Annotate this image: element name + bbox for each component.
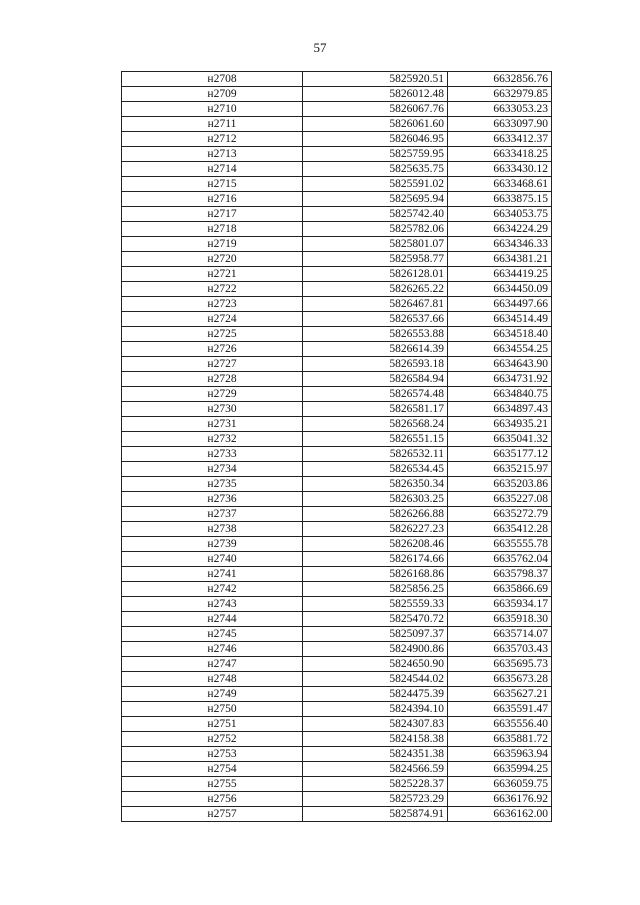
x-coordinate-cell: 5825742.40 (303, 207, 448, 222)
table-row (122, 702, 552, 717)
point-id-cell: н2746 (122, 642, 303, 657)
y-coordinate-cell: 6635934.17 (448, 597, 552, 612)
table-row (122, 447, 552, 462)
y-coordinate-cell: 6634935.21 (448, 417, 552, 432)
point-id-cell: н2753 (122, 747, 303, 762)
table-row (122, 282, 552, 297)
table-row (122, 252, 552, 267)
y-coordinate-cell: 6632979.85 (448, 87, 552, 102)
table-row (122, 147, 552, 162)
point-id-cell: н2711 (122, 117, 303, 132)
table-row (122, 567, 552, 582)
x-coordinate-cell: 5825759.95 (303, 147, 448, 162)
coordinates-table (121, 71, 552, 822)
y-coordinate-cell: 6636162.00 (448, 807, 552, 822)
point-id-cell: н2723 (122, 297, 303, 312)
x-coordinate-cell: 5826350.34 (303, 477, 448, 492)
y-coordinate-cell: 6635963.94 (448, 747, 552, 762)
x-coordinate-cell: 5825695.94 (303, 192, 448, 207)
table-row (122, 222, 552, 237)
x-coordinate-cell: 5826227.23 (303, 522, 448, 537)
y-coordinate-cell: 6632856.76 (448, 72, 552, 87)
y-coordinate-cell: 6635881.72 (448, 732, 552, 747)
table-row (122, 132, 552, 147)
x-coordinate-cell: 5826614.39 (303, 342, 448, 357)
x-coordinate-cell: 5824158.38 (303, 732, 448, 747)
y-coordinate-cell: 6633875.15 (448, 192, 552, 207)
y-coordinate-cell: 6633418.25 (448, 147, 552, 162)
x-coordinate-cell: 5826208.46 (303, 537, 448, 552)
point-id-cell: н2735 (122, 477, 303, 492)
table-row (122, 462, 552, 477)
y-coordinate-cell: 6635703.43 (448, 642, 552, 657)
y-coordinate-cell: 6636059.75 (448, 777, 552, 792)
y-coordinate-cell: 6634643.90 (448, 357, 552, 372)
x-coordinate-cell: 5825635.75 (303, 162, 448, 177)
point-id-cell: н2734 (122, 462, 303, 477)
point-id-cell: н2719 (122, 237, 303, 252)
x-coordinate-cell: 5826568.24 (303, 417, 448, 432)
y-coordinate-cell: 6635041.32 (448, 432, 552, 447)
x-coordinate-cell: 5825958.77 (303, 252, 448, 267)
y-coordinate-cell: 6633430.12 (448, 162, 552, 177)
point-id-cell: н2718 (122, 222, 303, 237)
point-id-cell: н2715 (122, 177, 303, 192)
point-id-cell: н2727 (122, 357, 303, 372)
point-id-cell: н2736 (122, 492, 303, 507)
point-id-cell: н2737 (122, 507, 303, 522)
table-row (122, 522, 552, 537)
point-id-cell: н2731 (122, 417, 303, 432)
table-row (122, 402, 552, 417)
point-id-cell: н2710 (122, 102, 303, 117)
y-coordinate-cell: 6634419.25 (448, 267, 552, 282)
table-row (122, 657, 552, 672)
x-coordinate-cell: 5826584.94 (303, 372, 448, 387)
point-id-cell: н2728 (122, 372, 303, 387)
table-row (122, 747, 552, 762)
x-coordinate-cell: 5825856.25 (303, 582, 448, 597)
point-id-cell: н2757 (122, 807, 303, 822)
x-coordinate-cell: 5826174.66 (303, 552, 448, 567)
table-row (122, 762, 552, 777)
point-id-cell: н2740 (122, 552, 303, 567)
y-coordinate-cell: 6634514.49 (448, 312, 552, 327)
point-id-cell: н2741 (122, 567, 303, 582)
x-coordinate-cell: 5826581.17 (303, 402, 448, 417)
table-row (122, 207, 552, 222)
page-number: 57 (313, 40, 327, 55)
x-coordinate-cell: 5826061.60 (303, 117, 448, 132)
point-id-cell: н2724 (122, 312, 303, 327)
x-coordinate-cell: 5825228.37 (303, 777, 448, 792)
table-row (122, 492, 552, 507)
y-coordinate-cell: 6633468.61 (448, 177, 552, 192)
point-id-cell: н2752 (122, 732, 303, 747)
point-id-cell: н2732 (122, 432, 303, 447)
point-id-cell: н2722 (122, 282, 303, 297)
x-coordinate-cell: 5825591.02 (303, 177, 448, 192)
point-id-cell: н2721 (122, 267, 303, 282)
point-id-cell: н2708 (122, 72, 303, 87)
y-coordinate-cell: 6635203.86 (448, 477, 552, 492)
y-coordinate-cell: 6634224.29 (448, 222, 552, 237)
point-id-cell: н2754 (122, 762, 303, 777)
y-coordinate-cell: 6635762.04 (448, 552, 552, 567)
y-coordinate-cell: 6635272.79 (448, 507, 552, 522)
table-row (122, 357, 552, 372)
point-id-cell: н2730 (122, 402, 303, 417)
y-coordinate-cell: 6634053.75 (448, 207, 552, 222)
y-coordinate-cell: 6633412.37 (448, 132, 552, 147)
y-coordinate-cell: 6635673.28 (448, 672, 552, 687)
y-coordinate-cell: 6635177.12 (448, 447, 552, 462)
x-coordinate-cell: 5826303.25 (303, 492, 448, 507)
point-id-cell: н2739 (122, 537, 303, 552)
table-row (122, 642, 552, 657)
x-coordinate-cell: 5825559.33 (303, 597, 448, 612)
x-coordinate-cell: 5826551.15 (303, 432, 448, 447)
point-id-cell: н2709 (122, 87, 303, 102)
table-row (122, 387, 552, 402)
table-row (122, 507, 552, 522)
table-row (122, 297, 552, 312)
table-row (122, 792, 552, 807)
x-coordinate-cell: 5826265.22 (303, 282, 448, 297)
y-coordinate-cell: 6634450.09 (448, 282, 552, 297)
point-id-cell: н2747 (122, 657, 303, 672)
table-row (122, 432, 552, 447)
point-id-cell: н2743 (122, 597, 303, 612)
y-coordinate-cell: 6635555.78 (448, 537, 552, 552)
x-coordinate-cell: 5824544.02 (303, 672, 448, 687)
y-coordinate-cell: 6634840.75 (448, 387, 552, 402)
y-coordinate-cell: 6635918.30 (448, 612, 552, 627)
y-coordinate-cell: 6634518.40 (448, 327, 552, 342)
point-id-cell: н2720 (122, 252, 303, 267)
point-id-cell: н2729 (122, 387, 303, 402)
y-coordinate-cell: 6635227.08 (448, 492, 552, 507)
x-coordinate-cell: 5825801.07 (303, 237, 448, 252)
table-row (122, 372, 552, 387)
point-id-cell: н2712 (122, 132, 303, 147)
y-coordinate-cell: 6636176.92 (448, 792, 552, 807)
y-coordinate-cell: 6634897.43 (448, 402, 552, 417)
table-row (122, 717, 552, 732)
point-id-cell: н2717 (122, 207, 303, 222)
y-coordinate-cell: 6635798.37 (448, 567, 552, 582)
table-row (122, 477, 552, 492)
table-row (122, 117, 552, 132)
table-row (122, 177, 552, 192)
y-coordinate-cell: 6633097.90 (448, 117, 552, 132)
x-coordinate-cell: 5825874.91 (303, 807, 448, 822)
coordinates-table-body (122, 72, 552, 822)
point-id-cell: н2744 (122, 612, 303, 627)
x-coordinate-cell: 5826128.01 (303, 267, 448, 282)
table-row (122, 267, 552, 282)
y-coordinate-cell: 6634381.21 (448, 252, 552, 267)
table-row (122, 582, 552, 597)
y-coordinate-cell: 6635556.40 (448, 717, 552, 732)
point-id-cell: н2745 (122, 627, 303, 642)
x-coordinate-cell: 5825097.37 (303, 627, 448, 642)
y-coordinate-cell: 6634731.92 (448, 372, 552, 387)
y-coordinate-cell: 6635866.69 (448, 582, 552, 597)
table-row (122, 627, 552, 642)
table-row (122, 537, 552, 552)
point-id-cell: н2725 (122, 327, 303, 342)
table-row (122, 342, 552, 357)
x-coordinate-cell: 5824900.86 (303, 642, 448, 657)
x-coordinate-cell: 5824394.10 (303, 702, 448, 717)
x-coordinate-cell: 5825782.06 (303, 222, 448, 237)
table-row (122, 312, 552, 327)
x-coordinate-cell: 5825470.72 (303, 612, 448, 627)
x-coordinate-cell: 5824566.59 (303, 762, 448, 777)
point-id-cell: н2755 (122, 777, 303, 792)
table-row (122, 807, 552, 822)
y-coordinate-cell: 6635695.73 (448, 657, 552, 672)
y-coordinate-cell: 6635994.25 (448, 762, 552, 777)
table-row (122, 552, 552, 567)
table-row (122, 597, 552, 612)
point-id-cell: н2749 (122, 687, 303, 702)
x-coordinate-cell: 5824351.38 (303, 747, 448, 762)
table-row (122, 732, 552, 747)
y-coordinate-cell: 6634346.33 (448, 237, 552, 252)
table-row (122, 87, 552, 102)
point-id-cell: н2726 (122, 342, 303, 357)
table-row (122, 237, 552, 252)
table-row (122, 612, 552, 627)
point-id-cell: н2742 (122, 582, 303, 597)
x-coordinate-cell: 5826266.88 (303, 507, 448, 522)
point-id-cell: н2713 (122, 147, 303, 162)
x-coordinate-cell: 5826532.11 (303, 447, 448, 462)
x-coordinate-cell: 5824475.39 (303, 687, 448, 702)
x-coordinate-cell: 5826046.95 (303, 132, 448, 147)
x-coordinate-cell: 5826067.76 (303, 102, 448, 117)
point-id-cell: н2716 (122, 192, 303, 207)
y-coordinate-cell: 6635215.97 (448, 462, 552, 477)
x-coordinate-cell: 5826553.88 (303, 327, 448, 342)
x-coordinate-cell: 5826593.18 (303, 357, 448, 372)
point-id-cell: н2714 (122, 162, 303, 177)
point-id-cell: н2748 (122, 672, 303, 687)
y-coordinate-cell: 6635627.21 (448, 687, 552, 702)
point-id-cell: н2751 (122, 717, 303, 732)
x-coordinate-cell: 5825920.51 (303, 72, 448, 87)
table-row (122, 72, 552, 87)
point-id-cell: н2733 (122, 447, 303, 462)
point-id-cell: н2756 (122, 792, 303, 807)
table-row (122, 417, 552, 432)
x-coordinate-cell: 5826537.66 (303, 312, 448, 327)
table-row (122, 672, 552, 687)
point-id-cell: н2750 (122, 702, 303, 717)
x-coordinate-cell: 5826012.48 (303, 87, 448, 102)
x-coordinate-cell: 5824650.90 (303, 657, 448, 672)
table-row (122, 687, 552, 702)
table-row (122, 777, 552, 792)
x-coordinate-cell: 5826534.45 (303, 462, 448, 477)
x-coordinate-cell: 5826467.81 (303, 297, 448, 312)
x-coordinate-cell: 5825723.29 (303, 792, 448, 807)
y-coordinate-cell: 6634554.25 (448, 342, 552, 357)
table-row (122, 162, 552, 177)
table-row (122, 327, 552, 342)
table-row (122, 102, 552, 117)
x-coordinate-cell: 5826168.86 (303, 567, 448, 582)
point-id-cell: н2738 (122, 522, 303, 537)
x-coordinate-cell: 5824307.83 (303, 717, 448, 732)
table-row (122, 192, 552, 207)
y-coordinate-cell: 6635714.07 (448, 627, 552, 642)
x-coordinate-cell: 5826574.48 (303, 387, 448, 402)
y-coordinate-cell: 6635412.28 (448, 522, 552, 537)
y-coordinate-cell: 6635591.47 (448, 702, 552, 717)
y-coordinate-cell: 6634497.66 (448, 297, 552, 312)
y-coordinate-cell: 6633053.23 (448, 102, 552, 117)
